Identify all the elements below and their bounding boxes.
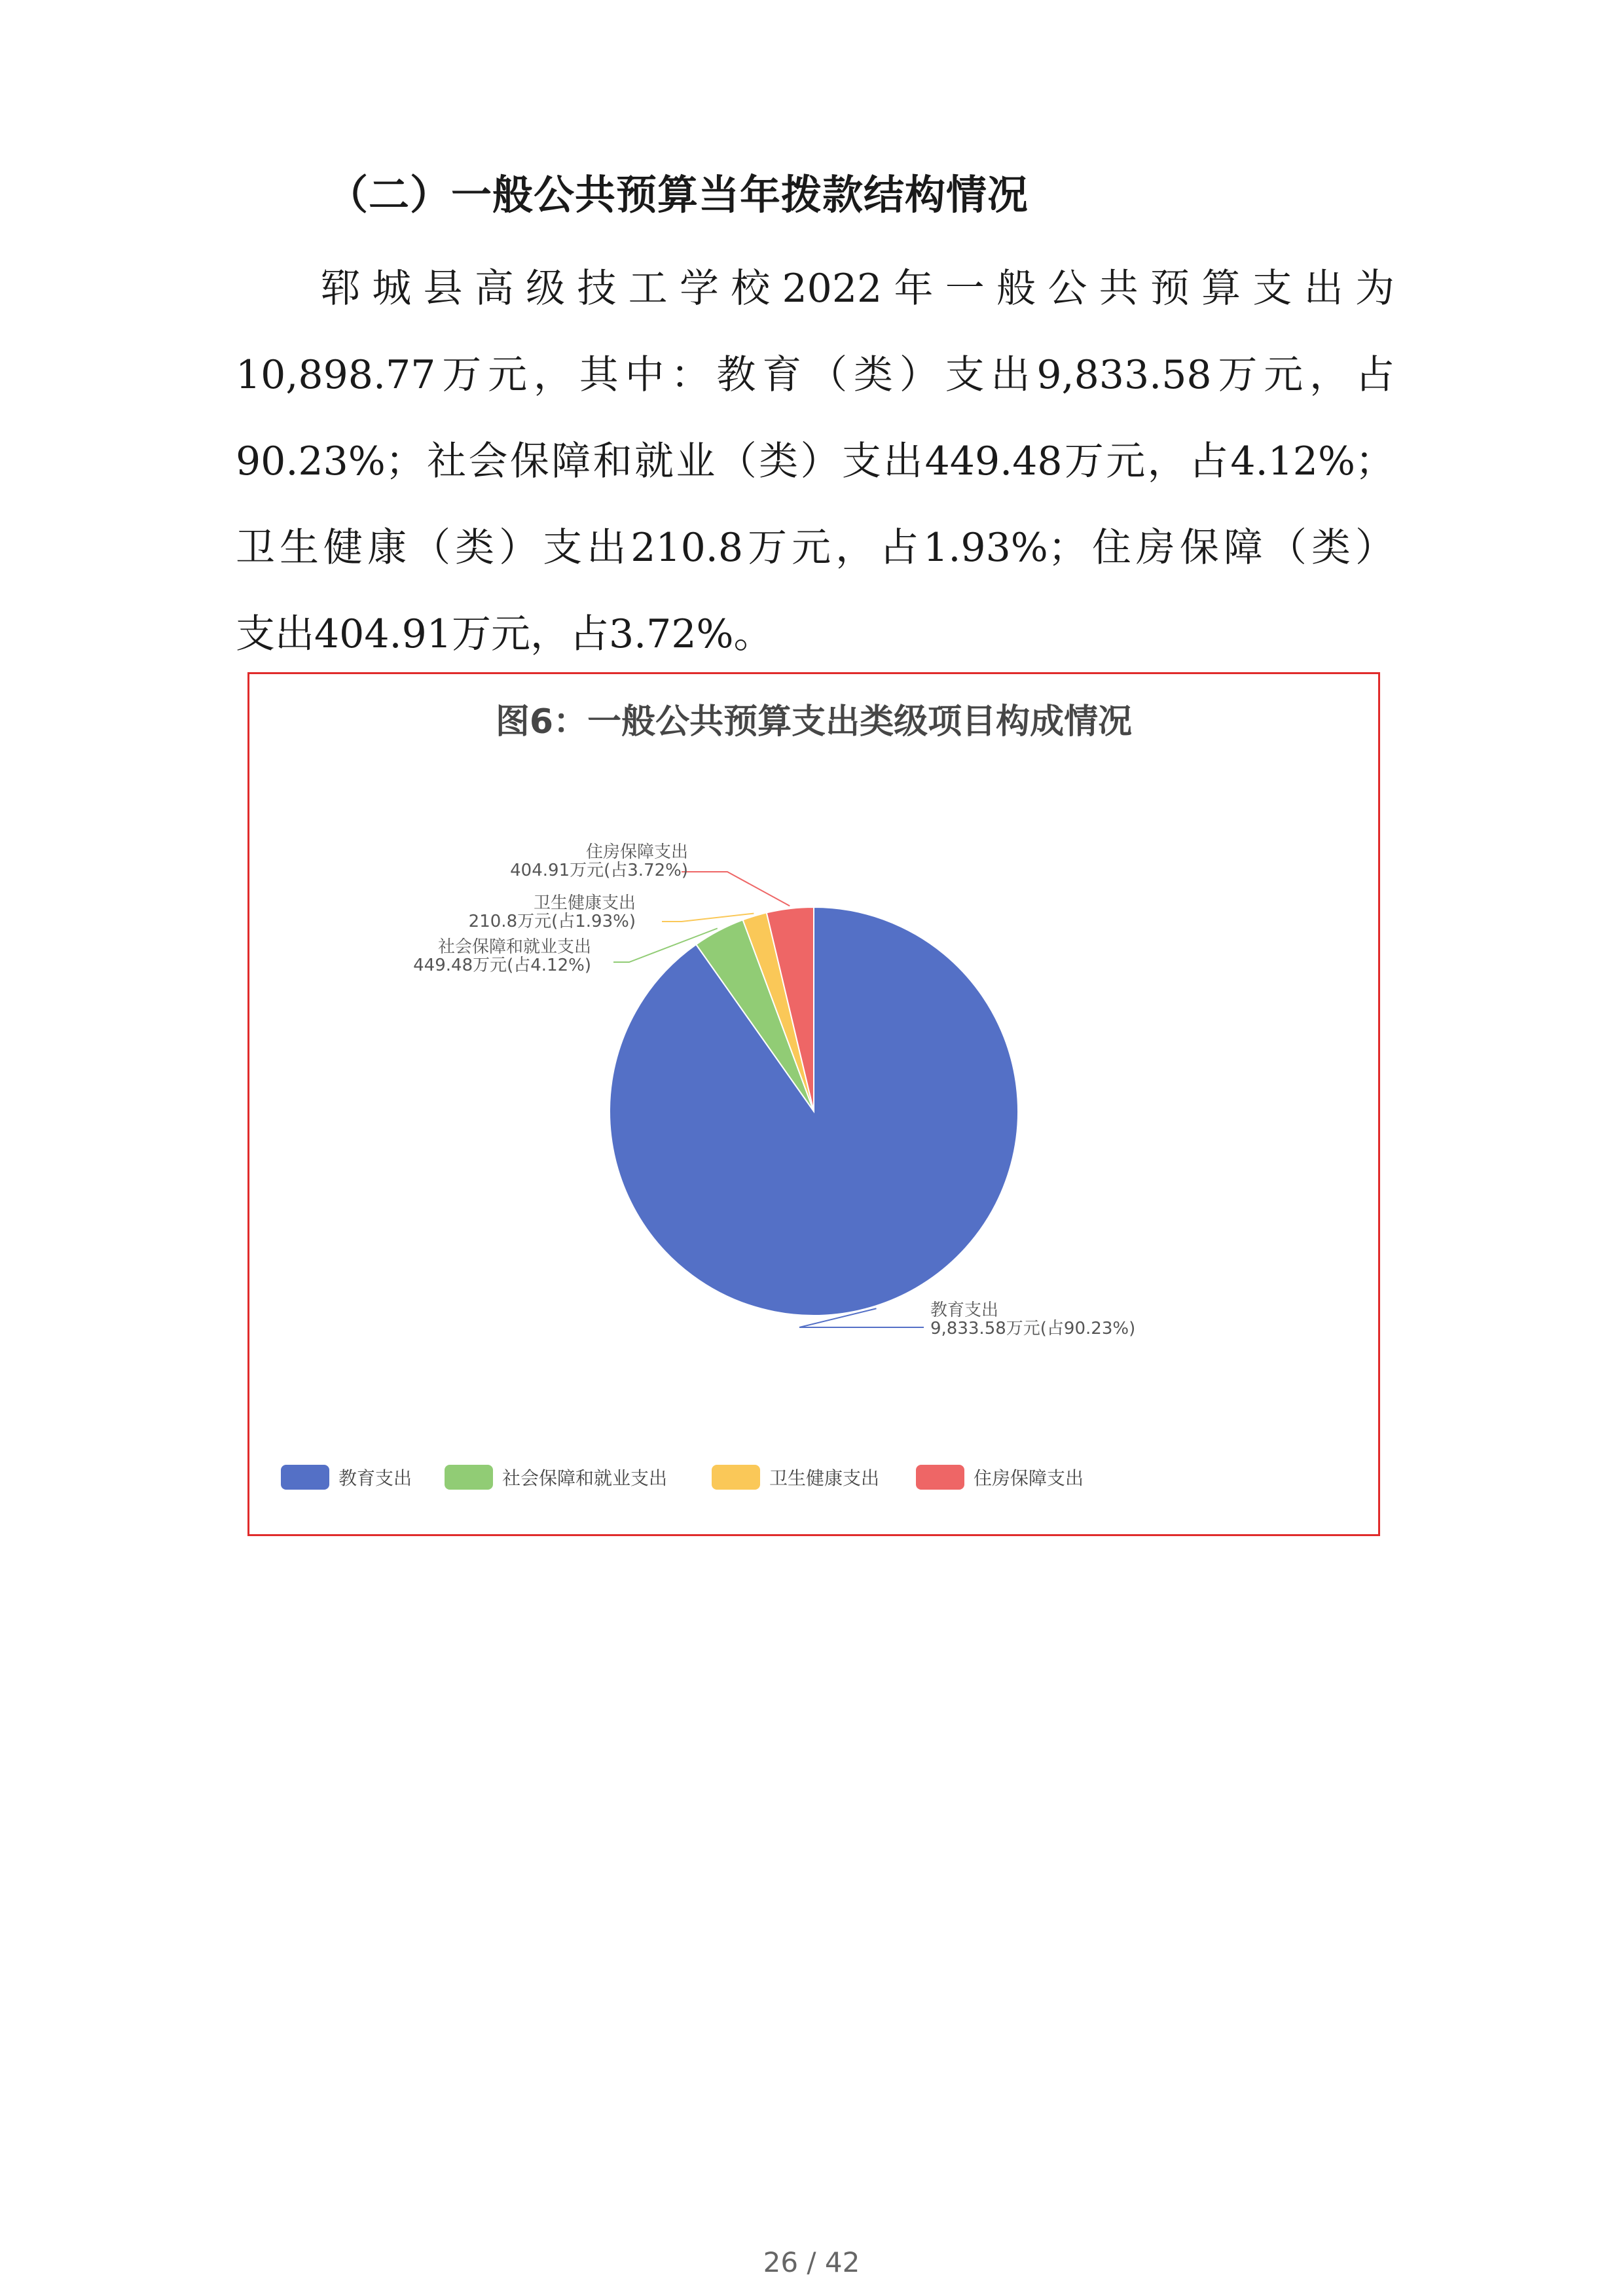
page-number: 26 / 42	[763, 2246, 860, 2278]
chart-legend[interactable]	[281, 1465, 1084, 1490]
pie-chart-figure	[247, 672, 1380, 1536]
body-line-3: 90.23%；社会保障和就业（类）支出449.48万元，占4.12%；	[236, 439, 1395, 484]
pie-slices	[610, 907, 1018, 1316]
legend-swatch-social-security[interactable]	[445, 1465, 493, 1490]
slice-label-name-health: 卫生健康支出	[533, 893, 636, 913]
legend-label-housing[interactable]: 住房保障支出	[974, 1467, 1084, 1489]
legend-swatch-education[interactable]	[281, 1465, 329, 1490]
slice-label-value-education: 9,833.58万元(占90.23%)	[930, 1319, 1136, 1338]
chart-title: 图6：一般公共预算支出类级项目构成情况	[495, 702, 1133, 742]
legend-swatch-health[interactable]	[712, 1465, 760, 1490]
pie-chart-svg	[249, 674, 1378, 1534]
body-line-2: 10,898.77万元，其中：教育（类）支出9,833.58万元，占	[236, 352, 1395, 398]
slice-label-name-social-security: 社会保障和就业支出	[437, 937, 591, 957]
slice-label-value-social-security: 449.48万元(占4.12%)	[413, 956, 591, 975]
body-line-1: 郓城县高级技工学校2022年一般公共预算支出为	[321, 266, 1395, 312]
slice-label-value-health: 210.8万元(占1.93%)	[468, 912, 636, 931]
body-line-4: 卫生健康（类）支出210.8万元，占1.93%；住房保障（类）	[236, 525, 1395, 571]
slice-label-name-housing: 住房保障支出	[585, 842, 688, 862]
slice-label-name-education: 教育支出	[930, 1300, 999, 1320]
label-line-housing	[682, 872, 790, 906]
slice-label-value-housing: 404.91万元(占3.72%)	[510, 861, 688, 880]
legend-swatch-housing[interactable]	[916, 1465, 964, 1490]
legend-label-health[interactable]: 卫生健康支出	[769, 1467, 880, 1489]
legend-label-education[interactable]: 教育支出	[338, 1467, 412, 1489]
legend-label-social-security[interactable]: 社会保障和就业支出	[502, 1467, 668, 1489]
body-line-5: 支出404.91万元，占3.72%。	[236, 611, 773, 657]
section-heading: （二）一般公共预算当年拨款结构情况	[327, 171, 1029, 219]
